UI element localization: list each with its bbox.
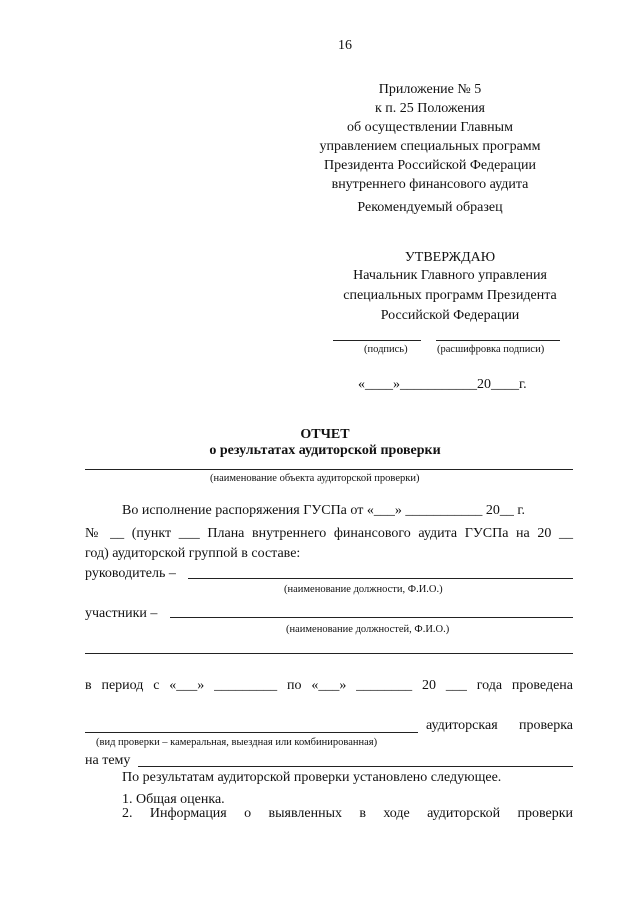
signature-caption: (подпись) — [364, 344, 408, 355]
topic-line — [138, 766, 573, 767]
period-line: в период с «___» _________ по «___» ________ 20 ___ года проведена — [85, 678, 573, 693]
appendix-line: внутреннего финансового аудита — [331, 177, 529, 192]
appendix-line: об осуществлении Главным — [347, 120, 513, 135]
leader-line — [188, 578, 573, 579]
members-extra-line — [85, 653, 573, 654]
approval-position-line: Российской Федерации — [380, 308, 520, 323]
approval-position — [310, 266, 590, 326]
topic-label: на тему — [85, 753, 131, 768]
report-title: ОТЧЕТ — [300, 427, 350, 442]
item-2: 2. Информация о выявленных в ходе аудиторской проверки — [122, 806, 573, 821]
appendix-line: Приложение № 5 — [378, 82, 482, 97]
object-line — [85, 469, 573, 470]
sample-note: Рекомендуемый образец — [357, 200, 503, 215]
page-number: 16 — [338, 38, 352, 53]
leader-caption: (наименование должности, Ф.И.О.) — [284, 584, 443, 595]
approval-position-line: специальных программ Президента — [343, 288, 557, 303]
leader-label: руководитель – — [85, 566, 176, 581]
item-1: 1. Общая оценка. — [122, 792, 225, 807]
appendix-line: управлением специальных программ — [319, 139, 541, 154]
appendix-block — [300, 80, 560, 194]
established-text: По результатам аудиторской проверки установлено следующее. — [122, 770, 502, 785]
object-caption: (наименование объекта аудиторской проверки) — [210, 473, 420, 484]
body-line-2: № __ (пункт ___ Плана внутреннего финансового аудита ГУСПа на 20 __ — [85, 526, 573, 541]
report-subtitle: о результатах аудиторской проверки — [209, 443, 441, 458]
approval-position-line: Начальник Главного управления — [353, 268, 547, 283]
type-line — [85, 732, 418, 733]
appendix-line: Президента Российской Федерации — [324, 158, 536, 173]
members-label: участники – — [85, 606, 158, 621]
body-line-1: Во исполнение распоряжения ГУСПа от «___» ___________ 20__ г. — [122, 503, 525, 518]
appendix-line: к п. 25 Положения — [375, 101, 485, 116]
approval-title: УТВЕРЖДАЮ — [404, 250, 496, 265]
approval-date: «____»___________20____г. — [358, 377, 527, 392]
members-line — [170, 617, 573, 618]
type-caption: (вид проверки – камеральная, выездная или комбинированная) — [96, 737, 378, 748]
signature-line — [333, 340, 421, 341]
decode-line — [436, 340, 560, 341]
audit-check-label: аудиторская проверка — [426, 718, 573, 733]
members-caption: (наименование должностей, Ф.И.О.) — [286, 624, 450, 635]
decode-caption: (расшифровка подписи) — [437, 344, 545, 355]
body-line-3: год) аудиторской группой в составе: — [85, 546, 301, 561]
